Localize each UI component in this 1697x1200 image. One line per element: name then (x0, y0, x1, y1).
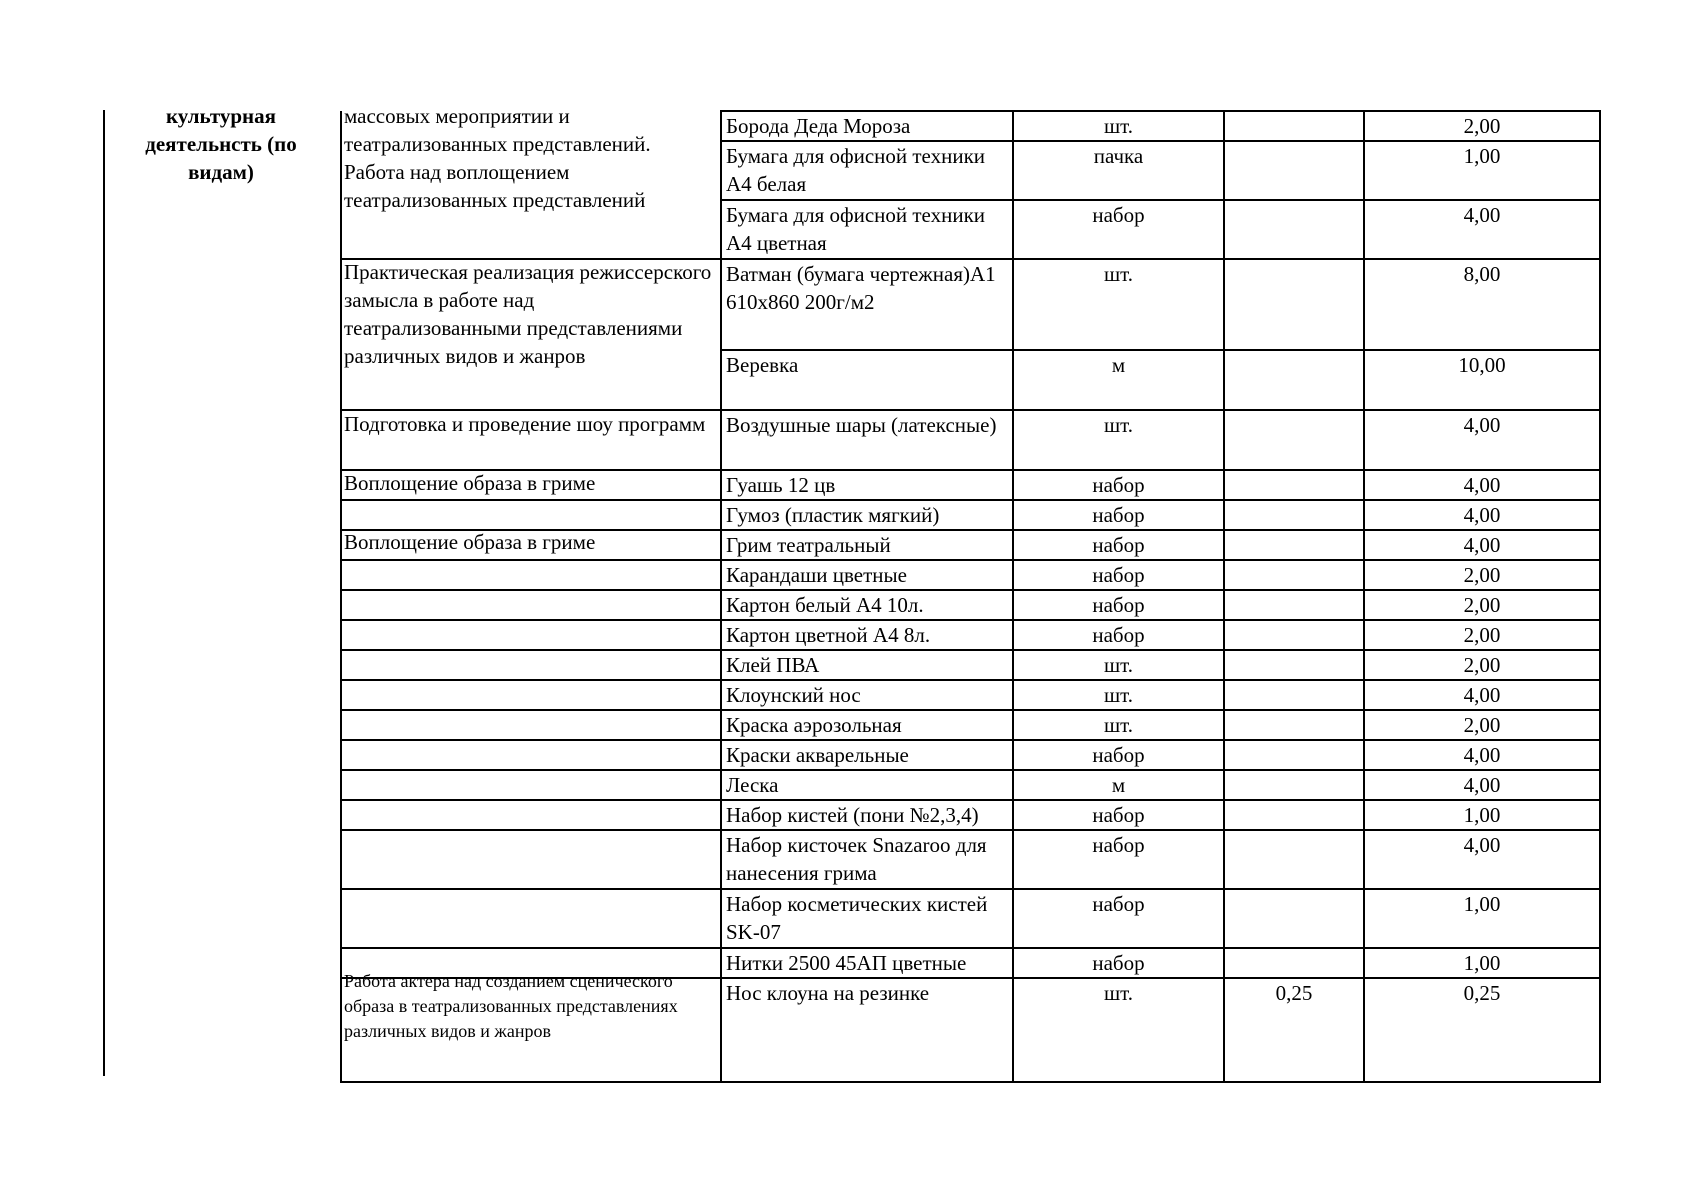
activity-cell (341, 710, 721, 740)
item-unit: шт. (1013, 680, 1224, 710)
activity-text: Воплощение образа в гриме (344, 471, 596, 495)
item-unit: м (1013, 770, 1224, 800)
item-name: Леска (721, 770, 1013, 800)
item-name: Набор кистей (пони №2,3,4) (721, 800, 1013, 830)
item-qty-2: 0,25 (1364, 978, 1600, 1082)
item-name: Ватман (бумага чертежная)А1 610х860 200г/м2 (721, 259, 1013, 350)
item-qty-2: 2,00 (1364, 710, 1600, 740)
item-qty-2: 2,00 (1364, 111, 1600, 141)
item-qty-1 (1224, 830, 1364, 889)
item-name: Бумага для офисной техники А4 белая (721, 141, 1013, 200)
item-unit: шт. (1013, 710, 1224, 740)
item-unit: набор (1013, 530, 1224, 560)
item-qty-1 (1224, 680, 1364, 710)
item-unit: набор (1013, 948, 1224, 978)
item-name: Воздушные шары (латексные) (721, 410, 1013, 470)
item-qty-2: 2,00 (1364, 620, 1600, 650)
activity-text: Воплощение образа в гриме (344, 530, 596, 554)
item-name: Грим театральный (721, 530, 1013, 560)
left-border-line (103, 110, 105, 1076)
item-qty-1 (1224, 560, 1364, 590)
item-name: Нос клоуна на резинке (721, 978, 1013, 1082)
item-unit: набор (1013, 200, 1224, 259)
item-unit: пачка (1013, 141, 1224, 200)
item-qty-2: 1,00 (1364, 889, 1600, 948)
item-qty-1 (1224, 350, 1364, 410)
item-name: Гумоз (пластик мягкий) (721, 500, 1013, 530)
activity-cell (341, 680, 721, 710)
item-qty-2: 4,00 (1364, 680, 1600, 710)
item-qty-2: 4,00 (1364, 740, 1600, 770)
item-qty-2: 1,00 (1364, 948, 1600, 978)
item-qty-1 (1224, 650, 1364, 680)
activity-cell (341, 590, 721, 620)
item-qty-1 (1224, 500, 1364, 530)
item-name: Бумага для офисной техники А4 цветная (721, 200, 1013, 259)
item-qty-2: 4,00 (1364, 530, 1600, 560)
item-name: Краски акварельные (721, 740, 1013, 770)
item-unit: набор (1013, 889, 1224, 948)
activity-cell (341, 770, 721, 800)
activity-text: массовых мероприятии и театрализованных представлений. Работа над воплощением театрализованных представлений (344, 104, 651, 212)
item-qty-1 (1224, 889, 1364, 948)
item-qty-2: 4,00 (1364, 770, 1600, 800)
item-qty-1 (1224, 200, 1364, 259)
item-qty-2: 1,00 (1364, 141, 1600, 200)
activity-cell (341, 889, 721, 948)
activity-cell (341, 740, 721, 770)
item-unit: набор (1013, 740, 1224, 770)
item-name: Картон белый А4 10л. (721, 590, 1013, 620)
item-unit: м (1013, 350, 1224, 410)
item-name: Нитки 2500 45АП цветные (721, 948, 1013, 978)
item-qty-2: 10,00 (1364, 350, 1600, 410)
item-qty-2: 2,00 (1364, 590, 1600, 620)
item-qty-1 (1224, 620, 1364, 650)
item-unit: набор (1013, 590, 1224, 620)
item-qty-2: 4,00 (1364, 830, 1600, 889)
item-qty-1 (1224, 800, 1364, 830)
item-unit: набор (1013, 500, 1224, 530)
item-qty-1 (1224, 710, 1364, 740)
item-unit: набор (1013, 620, 1224, 650)
activity-cell (341, 650, 721, 680)
item-name: Картон цветной А4 8л. (721, 620, 1013, 650)
item-name: Веревка (721, 350, 1013, 410)
activity-text: Подготовка и проведение шоу программ (344, 412, 706, 436)
item-unit: шт. (1013, 111, 1224, 141)
item-qty-1 (1224, 590, 1364, 620)
activity-cell (341, 560, 721, 590)
item-qty-2: 8,00 (1364, 259, 1600, 350)
item-name: Борода Деда Мороза (721, 111, 1013, 141)
item-qty-2: 1,00 (1364, 800, 1600, 830)
item-qty-1 (1224, 470, 1364, 500)
item-name: Набор кисточек Snazaroo для нанесения грима (721, 830, 1013, 889)
item-qty-1 (1224, 141, 1364, 200)
activity-cell (341, 620, 721, 650)
activity-text: Практическая реализация режиссерского замысла в работе над театрализованными представлениями различных видов и жанров (344, 260, 712, 368)
item-unit: шт. (1013, 410, 1224, 470)
item-qty-1 (1224, 530, 1364, 560)
materials-table (340, 110, 1601, 1083)
item-name: Набор косметических кистей SK-07 (721, 889, 1013, 948)
item-unit: набор (1013, 470, 1224, 500)
item-unit: набор (1013, 800, 1224, 830)
item-qty-2: 4,00 (1364, 500, 1600, 530)
item-name: Клоунский нос (721, 680, 1013, 710)
item-qty-1 (1224, 770, 1364, 800)
item-qty-1 (1224, 948, 1364, 978)
item-unit: набор (1013, 830, 1224, 889)
item-qty-2: 4,00 (1364, 470, 1600, 500)
category-label: культурная деятельнсть (по видам) (145, 104, 297, 184)
item-name: Клей ПВА (721, 650, 1013, 680)
activity-text: Работа актера над созданием сценического образа в театрализованных представлениях различных видов и жанров (344, 971, 678, 1041)
item-name: Краска аэрозольная (721, 710, 1013, 740)
item-qty-2: 4,00 (1364, 200, 1600, 259)
item-qty-1 (1224, 740, 1364, 770)
item-name: Гуашь 12 цв (721, 470, 1013, 500)
activity-cell (341, 830, 721, 889)
item-unit: набор (1013, 560, 1224, 590)
item-qty-2: 2,00 (1364, 560, 1600, 590)
item-qty-2: 4,00 (1364, 410, 1600, 470)
item-unit: шт. (1013, 650, 1224, 680)
activity-cell (341, 500, 721, 530)
item-unit: шт. (1013, 259, 1224, 350)
item-name: Карандаши цветные (721, 560, 1013, 590)
item-qty-1 (1224, 111, 1364, 141)
item-qty-1 (1224, 259, 1364, 350)
item-unit: шт. (1013, 978, 1224, 1082)
item-qty-1 (1224, 410, 1364, 470)
item-qty-2: 2,00 (1364, 650, 1600, 680)
item-qty-1: 0,25 (1224, 978, 1364, 1082)
activity-cell (341, 800, 721, 830)
